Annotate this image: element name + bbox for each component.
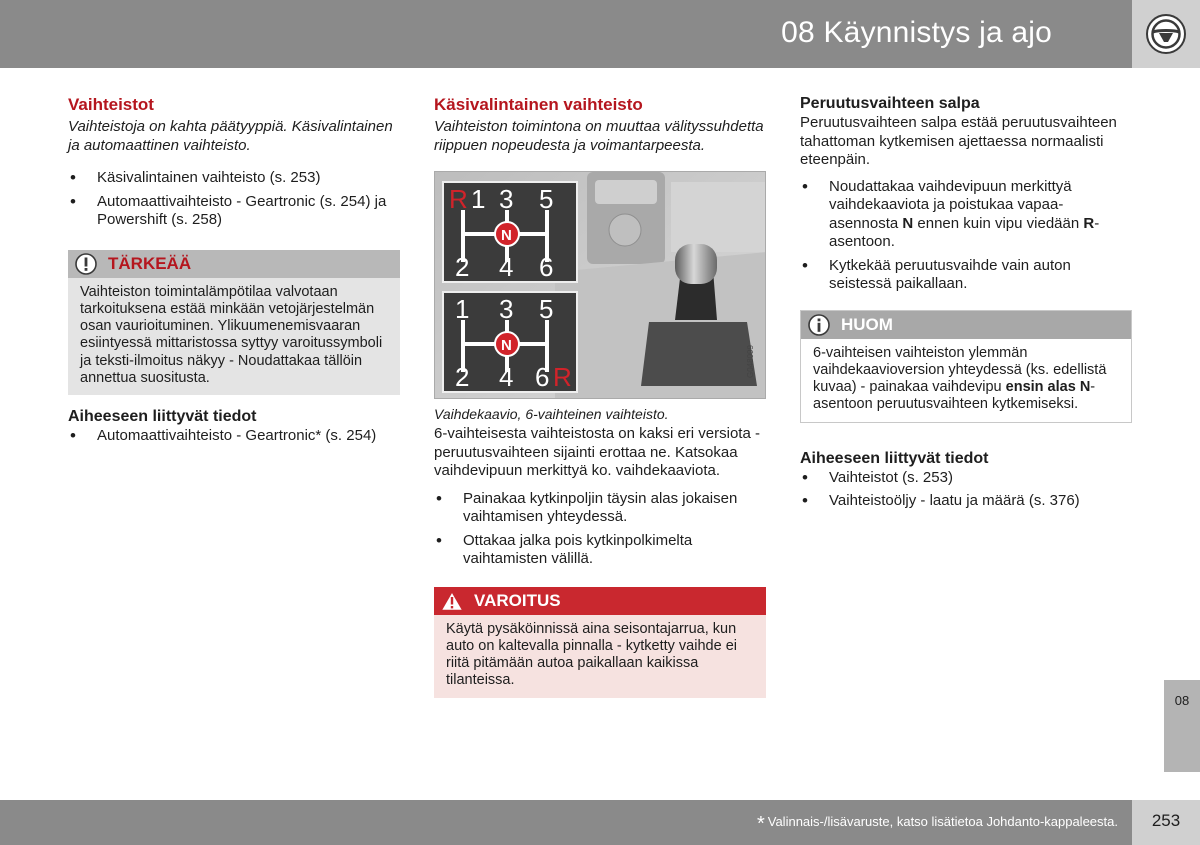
list-item: • Automaattivaihteisto - Geartronic (s. 254) ja Powershift (s. 258) [68,193,400,230]
clutch-list [434,490,766,569]
warning-box [434,587,766,698]
footnote [756,813,1118,835]
note-text [801,339,1131,422]
column-reverse-lock [800,94,1132,511]
note-label: HUOM [841,314,893,334]
related-link[interactable]: • Vaihteistot (s. 253) [800,469,1132,488]
figure-caption: Vaihdekaavio, 6-vaihteinen vaihteisto. [434,406,669,422]
text-run: -asentoon peruutusvaihteen kytkemiseksi. [813,379,1096,413]
important-text: Vaihteiston toimintalämpötilaa valvotaan tarkoituksena estää minkään vetojärjestelmän osan vaurioituminen. Ylikuumenemisvaaran esiintyessä mittaristossa syttyy varoitussymboli ja teksti-ilmoitus näkyy - Noudattakaa tällöin annettua suositusta. [68,278,400,396]
related-title: Aiheeseen liittyvät tiedot [68,408,257,426]
gear-n-text: N [1079,379,1091,396]
gear-pattern-figure [434,171,766,399]
related-title: Aiheeseen liittyvät tiedot [800,449,989,467]
transmission-list [68,169,400,230]
lead-text: Vaihteiston toimintona on muuttaa välityssuhdetta riippuen nopeudesta ja voimantarpeesta. [434,118,764,154]
list-item: • Käsivalintainen vaihteisto (s. 253) [68,169,400,188]
steering-wheel-icon [1144,12,1188,56]
exclamation-icon [74,253,98,275]
related-list [800,469,1132,511]
gear-label: 1 [471,184,486,214]
page-number: 253 [1151,811,1181,830]
gear-label: 5 [539,294,554,324]
gear-label: 1 [455,294,470,324]
list-item: • Ottakaa jalka pois kytkinpolkimelta vaihtamisten välillä. [434,532,766,569]
list-item [800,178,1132,252]
gear-label: 4 [499,362,514,392]
gear-label: 6 [539,252,554,282]
important-label: TÄRKEÄÄ [108,253,192,273]
chapter-icon-box [1132,0,1200,68]
important-box [68,250,400,396]
related-list [68,427,400,446]
section-title: Käsivalintainen vaihteisto [434,95,643,114]
column-transmissions [68,94,400,446]
footer-bar [0,800,1132,845]
warning-text: Käytä pysäköinnissä aina seisontajarrua, kun auto on kaltevalla pinnalla - kytketty vaihde ei riitä pitämään autoa paikallaan kaikissa tilanteissa. [434,615,766,698]
gear-pattern-lower [443,292,577,392]
chapter-tab: 08 [1164,680,1200,772]
gear-n-text: N [902,214,914,232]
list-item: • Kytkekää peruutusvaihde vain auton seistessä paikallaan. [800,257,1132,294]
gear-label: 3 [499,294,514,324]
text-run: ennen kuin vipu viedään [913,214,1084,232]
list-item: • Painakaa kytkinpoljin täysin alas jokaisen vaihtamisen yhteydessä. [434,490,766,527]
warning-header [434,587,766,615]
footnote-text: Valinnais-/lisävaruste, katso lisätietoa Johdanto-kappaleesta. [767,814,1118,829]
gear-label: 2 [455,252,470,282]
gear-label: 3 [499,184,514,214]
text-run: Noudattakaa vaihdevipuun merkittyä vaihdekaaviota ja poistukaa vapaa-asennosta [829,177,1072,232]
gear-label: R [553,362,572,392]
gear-r-text: R [1083,214,1095,232]
note-box [800,310,1132,423]
gear-label: 2 [455,362,470,392]
column-manual-transmission [434,94,766,698]
emphasis-text: ensin alas [1005,379,1076,396]
warning-triangle-icon [440,590,464,612]
important-header [68,250,400,278]
section-title: Vaihteistot [68,95,154,114]
gear-label: 4 [499,252,514,282]
gear-label: 6 [535,362,550,392]
intro-text: Peruutusvaihteen salpa estää peruutusvaihteen tahattoman kytkemisen ajettaessa normaalisti eteenpäin. [800,114,1117,168]
section-title: Peruutusvaihteen salpa [800,95,980,112]
lead-text: Vaihteistoja on kahta päätyyppiä. Käsivalintainen ja automaattinen vaihteisto. [68,118,393,154]
gear-label: R [449,184,468,214]
gear-label: 5 [539,184,554,214]
gear-pattern-upper [443,182,577,282]
figure-code: G048099 [746,345,755,378]
related-link[interactable]: • Automaattivaihteisto - Geartronic* (s. 254) [68,427,400,446]
footnote-star: * [756,813,765,835]
neutral-label: N [501,227,512,244]
reverse-lock-list [800,178,1132,294]
gear-pattern-illustration [435,172,766,399]
text-run: -asentoon. [829,214,1100,250]
neutral-label: N [501,337,512,354]
header-bar [0,0,1132,68]
chapter-title: 08 Käynnistys ja ajo [781,16,1052,49]
page-number-box [1132,800,1200,845]
note-header [801,311,1131,339]
body-text: 6-vaihteisesta vaihteistosta on kaksi eri versiota - peruutusvaihteen sijainti erottaa ne. Katsokaa vaihdevipuun merkittyä ko. vaihdekaaviota. [434,425,760,479]
info-icon [807,314,831,336]
related-link[interactable]: • Vaihteistoöljy - laatu ja määrä (s. 376) [800,492,1132,511]
text-run: 6-vaihteisen vaihteiston ylemmän vaihdekaavioversion yhteydessä (ks. edellistä kuvaa) - painakaa vaihdevipu [813,344,1107,396]
warning-label: VAROITUS [474,590,561,610]
